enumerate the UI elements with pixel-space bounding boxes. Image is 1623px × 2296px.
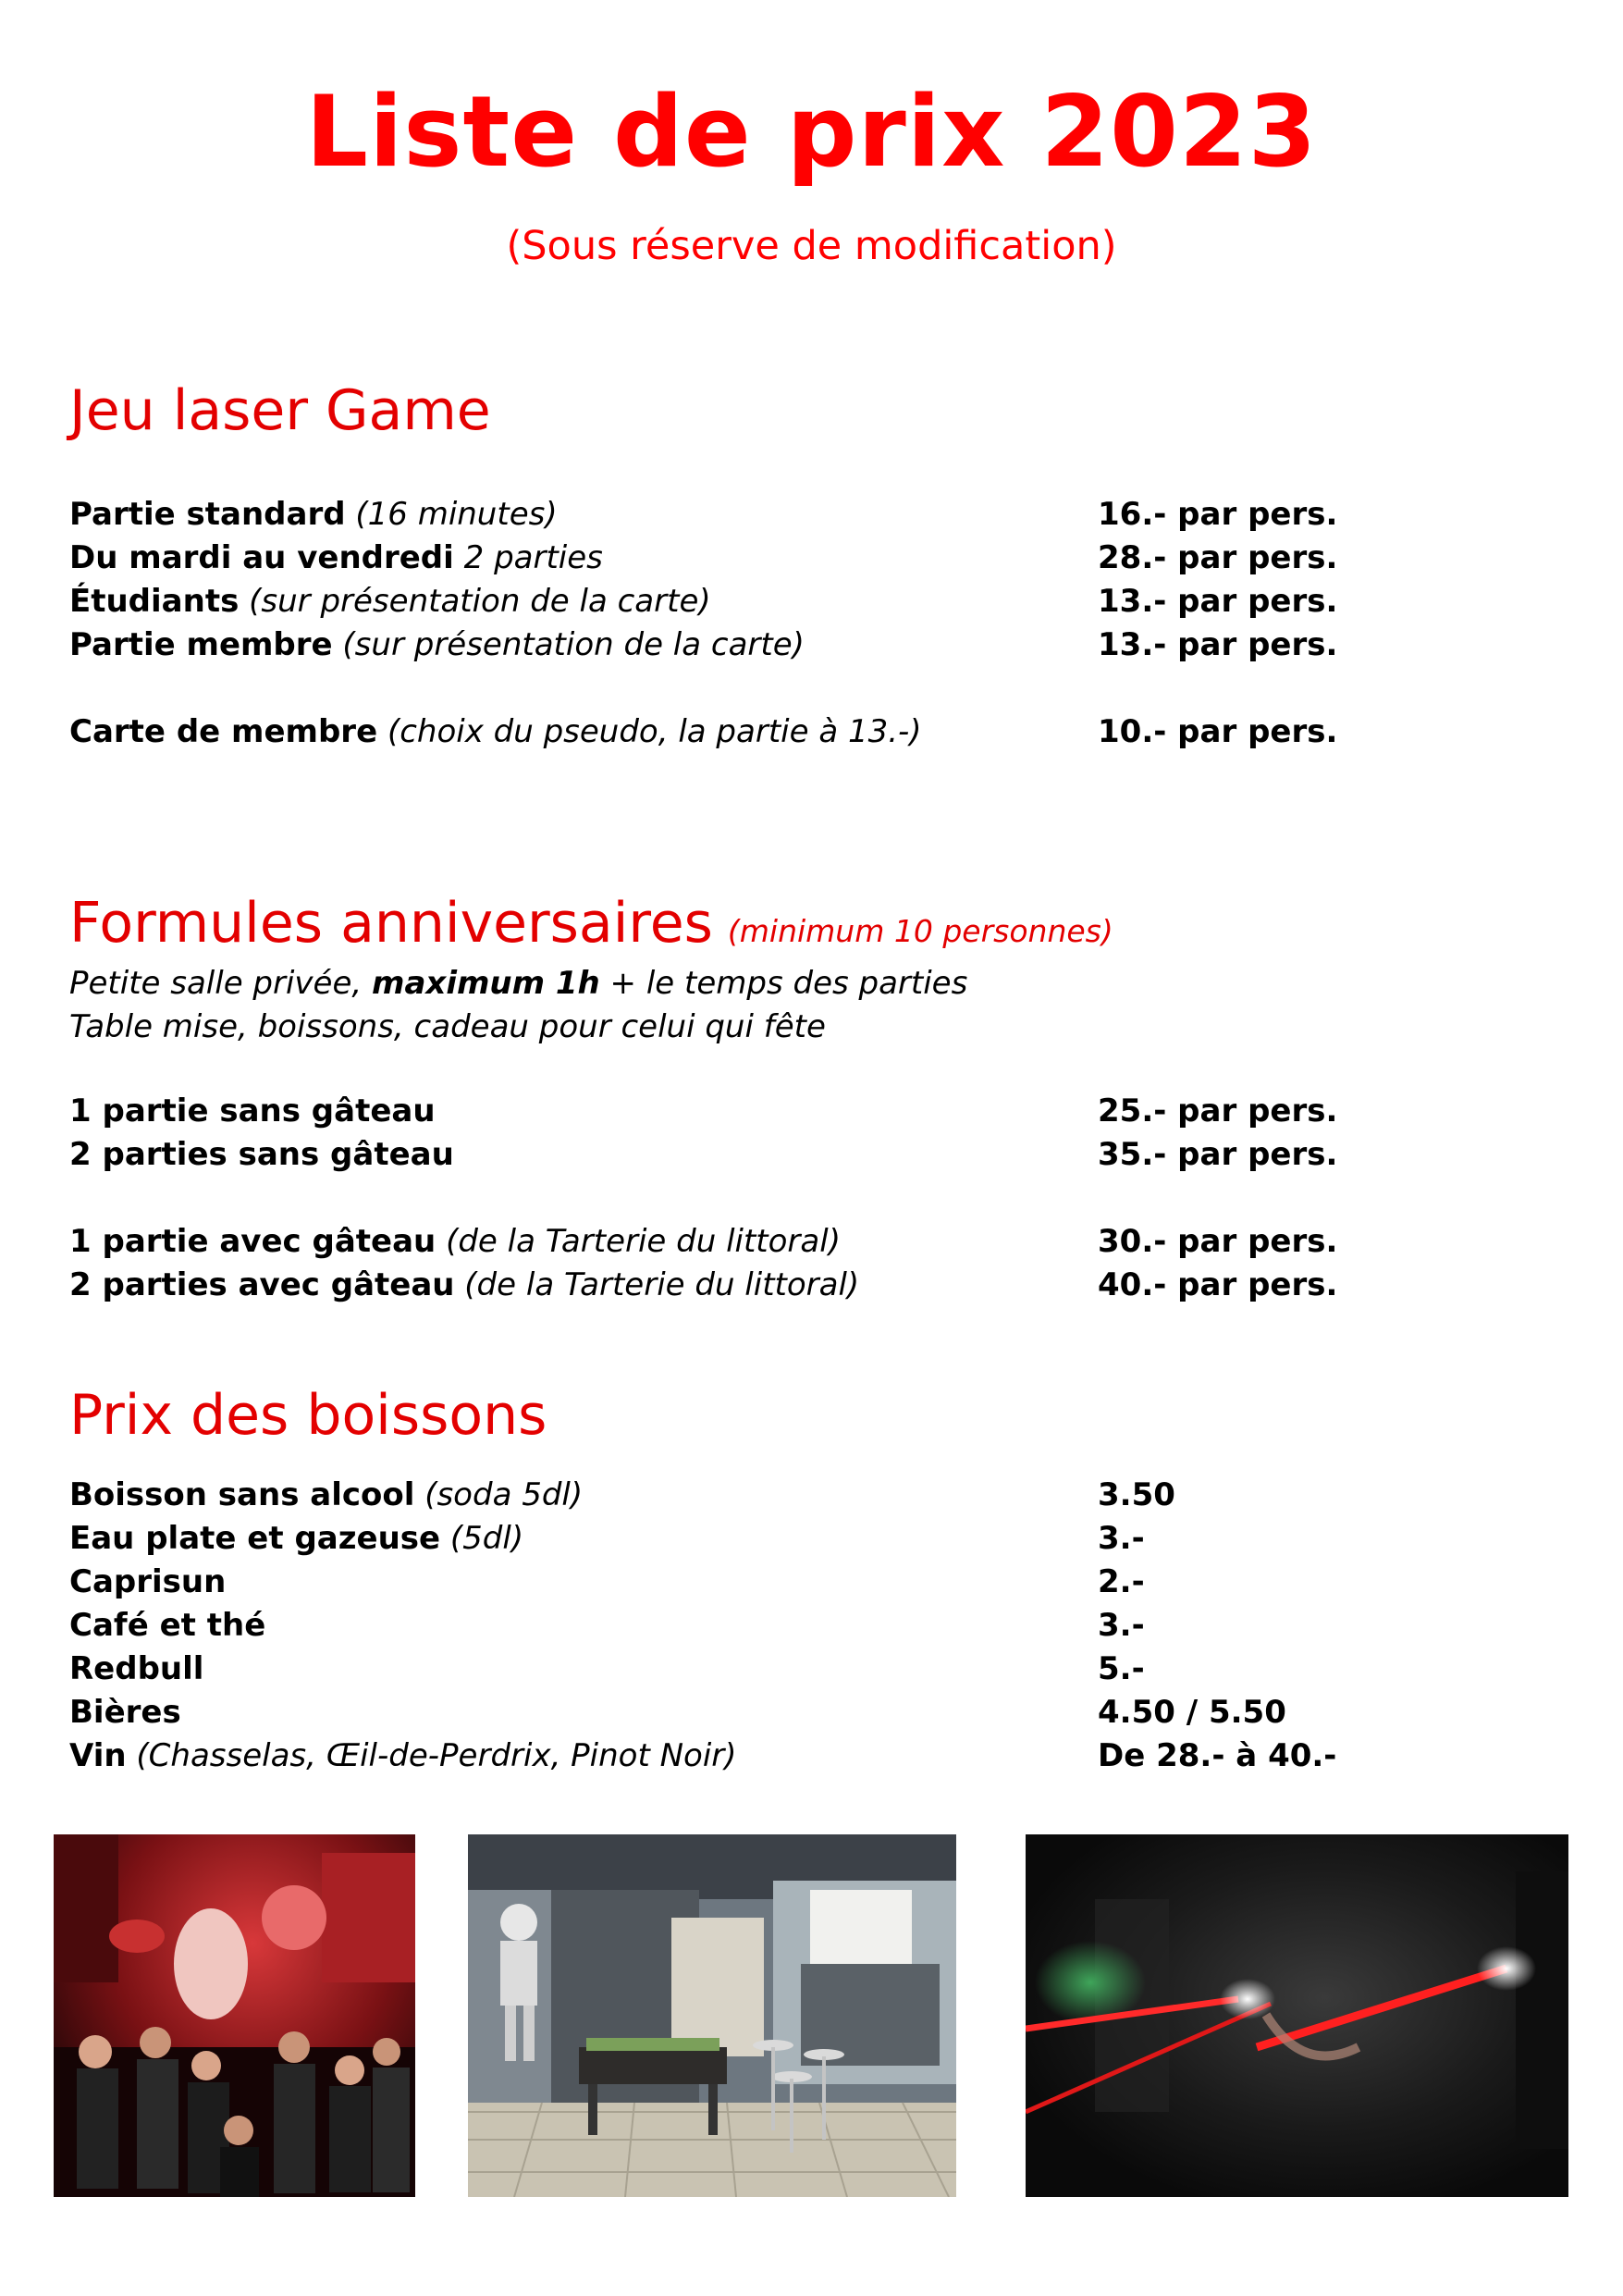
price-row (69, 1090, 1623, 1132)
price-row (69, 1604, 1623, 1647)
page-subtitle: (Sous réserve de modification) (506, 223, 1117, 269)
item-price: 13.- par pers. (1098, 626, 1338, 663)
item-name: Bières (69, 1694, 181, 1731)
price-row (69, 1220, 1623, 1263)
item-price: 4.50 / 5.50 (1098, 1694, 1286, 1731)
photo-laser-beams (1026, 1834, 1568, 2197)
item-label (69, 710, 922, 753)
desc-part: + le temps des parties (609, 965, 968, 1002)
item-label (69, 1090, 436, 1132)
item-name: Du mardi au vendredi (69, 539, 454, 576)
item-label (69, 537, 603, 579)
item-detail: (5dl) (449, 1520, 524, 1557)
item-label (69, 493, 558, 536)
item-price: 2.- (1098, 1563, 1145, 1600)
item-label (69, 1220, 841, 1263)
item-detail: (de la Tarterie du littoral) (446, 1223, 841, 1260)
lounge-bar-image (468, 1834, 956, 2197)
price-row (69, 580, 1623, 623)
section-heading-drinks (69, 1378, 547, 1452)
item-detail: (16 minutes) (355, 496, 558, 533)
item-detail: (sur présentation de la carte) (249, 583, 711, 620)
price-row (69, 1474, 1623, 1516)
item-label (69, 1561, 226, 1603)
item-detail: (de la Tarterie du littoral) (464, 1266, 860, 1303)
price-row (69, 493, 1623, 536)
item-name: Carte de membre (69, 713, 378, 750)
section-heading-laser-text: Jeu laser Game (69, 378, 491, 443)
item-detail: 2 parties (463, 539, 603, 576)
item-price: 3.50 (1098, 1476, 1175, 1513)
item-label (69, 1604, 265, 1647)
item-price: 30.- par pers. (1098, 1223, 1338, 1260)
item-name: 2 parties avec gâteau (69, 1266, 455, 1303)
item-name: Boisson sans alcool (69, 1476, 415, 1513)
item-price: 35.- par pers. (1098, 1136, 1338, 1173)
item-detail: (Chasselas, Œil-de-Perdrix, Pinot Noir) (136, 1737, 737, 1774)
item-price: 3.- (1098, 1607, 1145, 1644)
item-name: Vin (69, 1737, 127, 1774)
page-title: Liste de prix 2023 (305, 75, 1318, 189)
item-label (69, 1133, 454, 1176)
price-row (69, 1517, 1623, 1560)
desc-emphasis: maximum 1h (372, 965, 600, 1002)
price-row (69, 1561, 1623, 1603)
item-price: 5.- (1098, 1650, 1145, 1687)
item-price: 16.- par pers. (1098, 496, 1338, 533)
item-name: Caprisun (69, 1563, 227, 1600)
photo-players-group (54, 1834, 415, 2197)
section-heading-birthday-text: Formules anniversaires (69, 891, 713, 956)
price-row (69, 1648, 1623, 1690)
price-row (69, 710, 1623, 753)
item-price: 10.- par pers. (1098, 713, 1338, 750)
item-label (69, 1474, 583, 1516)
price-row (69, 1734, 1623, 1777)
birthday-description-1 (69, 962, 967, 1005)
item-price: 13.- par pers. (1098, 583, 1338, 620)
item-name: 1 partie sans gâteau (69, 1092, 436, 1129)
price-row (69, 1133, 1623, 1176)
section-heading-note: (minimum 10 personnes) (727, 913, 1113, 949)
price-row (69, 537, 1623, 579)
price-row (69, 1691, 1623, 1734)
item-detail: (sur présentation de la carte) (342, 626, 805, 663)
item-price: De 28.- à 40.- (1098, 1737, 1337, 1774)
photo-lounge-bar (468, 1834, 956, 2197)
desc-part: Petite salle privée, (69, 965, 363, 1002)
birthday-description-2: Table mise, boissons, cadeau pour celui qui fête (69, 1008, 826, 1045)
price-row (69, 623, 1623, 666)
item-detail: (choix du pseudo, la partie à 13.-) (387, 713, 922, 750)
section-heading-birthday (69, 886, 1113, 969)
item-label (69, 1517, 523, 1560)
item-label (69, 1648, 203, 1690)
item-name: Partie standard (69, 496, 346, 533)
price-row (69, 1264, 1623, 1306)
item-label (69, 1734, 737, 1777)
item-name: Partie membre (69, 626, 333, 663)
item-name: Étudiants (69, 583, 240, 620)
section-heading-laser (69, 374, 491, 448)
item-name: Eau plate et gazeuse (69, 1520, 441, 1557)
item-label (69, 1264, 859, 1306)
item-detail: (soda 5dl) (424, 1476, 584, 1513)
item-name: Café et thé (69, 1607, 266, 1644)
item-price: 3.- (1098, 1520, 1145, 1557)
players-group-image (54, 1834, 415, 2197)
item-price: 28.- par pers. (1098, 539, 1338, 576)
section-heading-drinks-text: Prix des boissons (69, 1383, 547, 1448)
item-label (69, 1691, 181, 1734)
item-label (69, 580, 711, 623)
item-name: Redbull (69, 1650, 204, 1687)
laser-beams-image (1026, 1834, 1568, 2197)
item-price: 40.- par pers. (1098, 1266, 1338, 1303)
item-label (69, 623, 805, 666)
item-name: 1 partie avec gâteau (69, 1223, 436, 1260)
item-name: 2 parties sans gâteau (69, 1136, 454, 1173)
item-price: 25.- par pers. (1098, 1092, 1338, 1129)
